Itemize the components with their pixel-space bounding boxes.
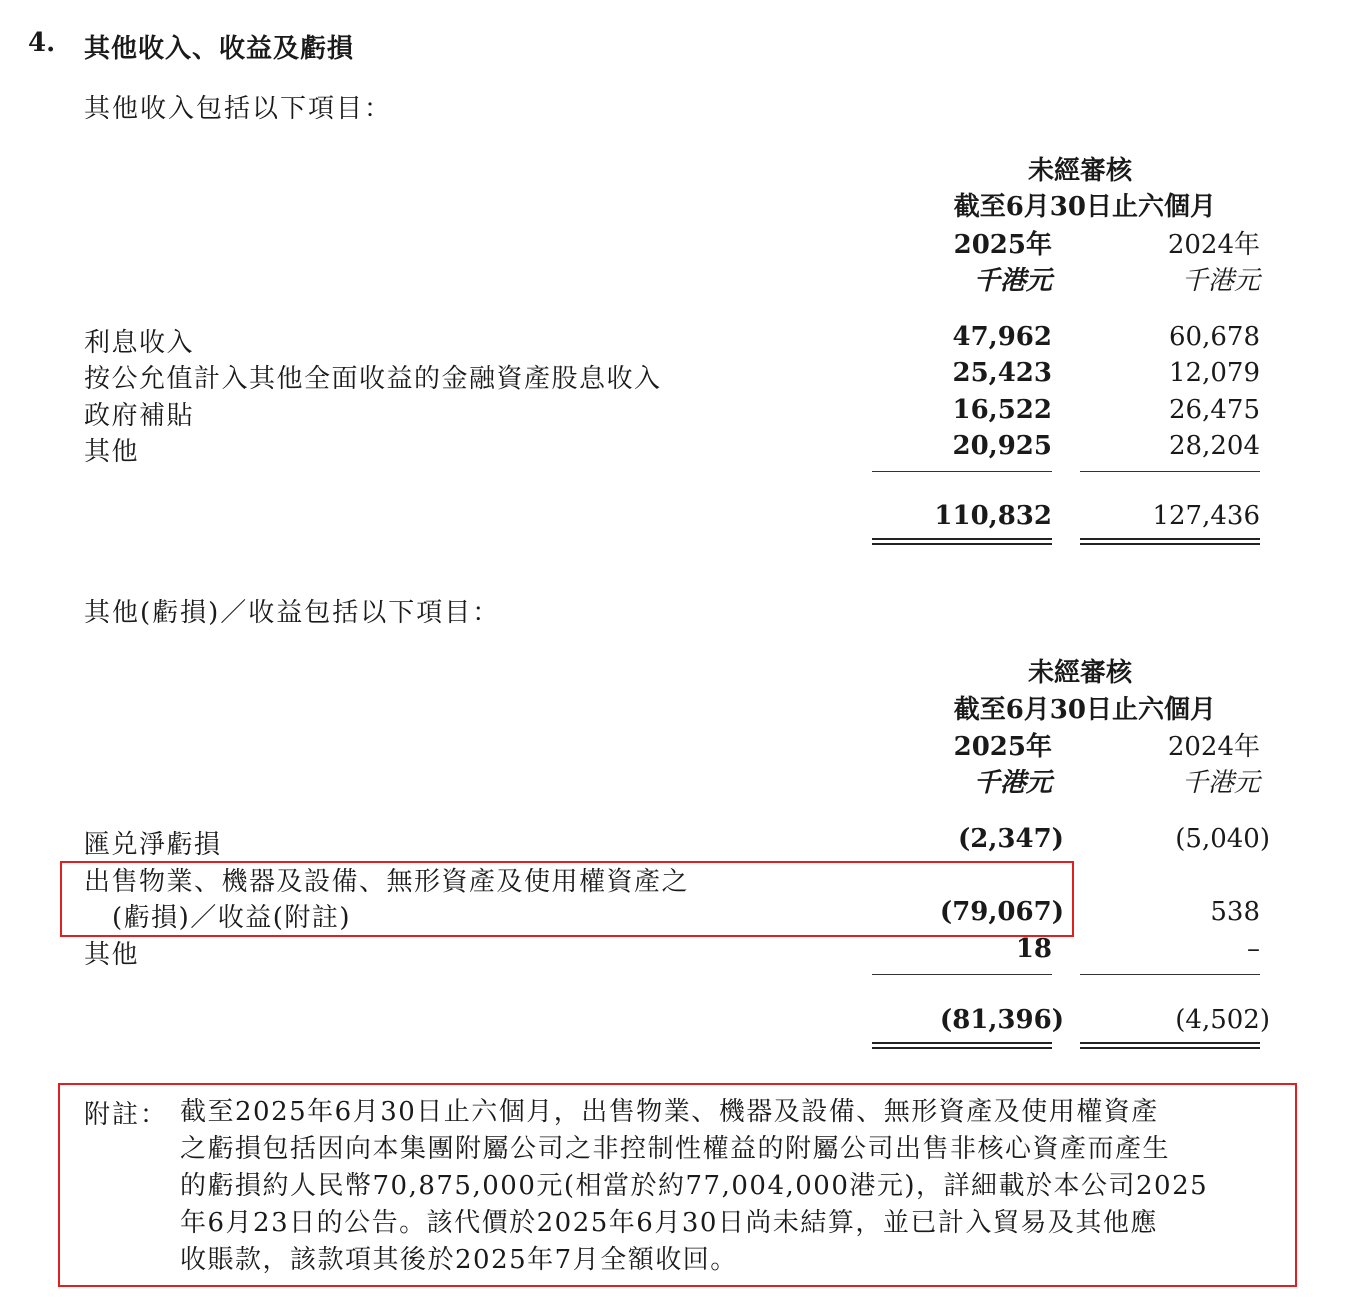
row-label-line1: 出售物業、機器及設備、無形資產及使用權資產之 xyxy=(84,867,690,897)
year-2024-label: 2024年 xyxy=(1167,732,1260,762)
period-label: 截至6月30日止六個月 xyxy=(953,695,1216,725)
value-2025: 20,925 xyxy=(952,431,1052,461)
table1-intro: 其他收入包括以下項目： xyxy=(84,94,393,124)
audit-label: 未經審核 xyxy=(1027,658,1132,688)
table2-intro: 其他(虧損)／收益包括以下項目： xyxy=(84,598,501,628)
unit-2024-label: 千港元 xyxy=(1181,768,1260,798)
note-line: 之虧損包括因向本集團附屬公司之非控制性權益的附屬公司出售非核心資產而產生 xyxy=(180,1134,1171,1164)
value-2025: 16,522 xyxy=(952,395,1052,425)
subtotal-rule-2024 xyxy=(1080,471,1260,472)
value-2024: 26,475 xyxy=(1169,395,1260,425)
total-double-rule-2024 xyxy=(1080,538,1260,545)
total-double-rule-2025 xyxy=(872,1042,1052,1049)
note-line: 截至2025年6月30日止六個月，出售物業、機器及設備、無形資產及使用權資產 xyxy=(180,1097,1159,1127)
section-number: 4. xyxy=(28,28,56,58)
row-label: 政府補貼 xyxy=(84,401,195,431)
note-label: 附註： xyxy=(84,1100,169,1130)
value-2025: (79,067) xyxy=(939,897,1064,927)
row-label: 其他 xyxy=(84,437,140,467)
unit-2025-label: 千港元 xyxy=(973,768,1052,798)
total-2025: (81,396) xyxy=(939,1005,1064,1035)
total-2024: (4,502) xyxy=(1175,1005,1270,1035)
subtotal-rule-2025 xyxy=(872,471,1052,472)
total-2025: 110,832 xyxy=(934,501,1052,531)
row-label: 匯兑淨虧損 xyxy=(84,830,222,860)
year-2025-label: 2025年 xyxy=(953,230,1052,260)
total-double-rule-2024 xyxy=(1080,1042,1260,1049)
period-label: 截至6月30日止六個月 xyxy=(953,192,1216,222)
total-2024: 127,436 xyxy=(1152,501,1260,531)
value-2024: 28,204 xyxy=(1169,431,1260,461)
year-2024-label: 2024年 xyxy=(1167,230,1260,260)
row-label: 利息收入 xyxy=(84,328,195,358)
subtotal-rule-2024 xyxy=(1080,974,1260,975)
value-2025: 47,962 xyxy=(952,322,1052,352)
row-label: 按公允值計入其他全面收益的金融資產股息收入 xyxy=(84,364,662,394)
value-2024: 538 xyxy=(1210,897,1260,927)
value-2024: (5,040) xyxy=(1175,824,1270,854)
value-2024: 60,678 xyxy=(1169,322,1260,352)
note-line: 的虧損約人民幣70,875,000元(相當於約77,004,000港元)，詳細載於本公司2025 xyxy=(180,1171,1209,1201)
row-label-line2: (虧損)／收益(附註) xyxy=(112,903,352,933)
audit-label: 未經審核 xyxy=(1027,156,1132,186)
value-2025: (2,347) xyxy=(957,824,1064,854)
note-body xyxy=(180,1094,1280,1279)
note-line: 收賬款，該款項其後於2025年7月全額收回。 xyxy=(180,1245,738,1275)
section-title: 其他收入、收益及虧損 xyxy=(84,34,355,64)
year-2025-label: 2025年 xyxy=(953,732,1052,762)
value-2025: 18 xyxy=(1015,934,1052,964)
subtotal-rule-2025 xyxy=(872,974,1052,975)
value-2024: 12,079 xyxy=(1169,358,1260,388)
unit-2025-label: 千港元 xyxy=(973,266,1052,296)
unit-2024-label: 千港元 xyxy=(1181,266,1260,296)
note-line: 年6月23日的公告。該代價於2025年6月30日尚未結算，並已計入貿易及其他應 xyxy=(180,1208,1158,1238)
row-label: 其他 xyxy=(84,940,140,970)
value-2025: 25,423 xyxy=(952,358,1052,388)
value-2024: – xyxy=(1247,934,1260,964)
total-double-rule-2025 xyxy=(872,538,1052,545)
